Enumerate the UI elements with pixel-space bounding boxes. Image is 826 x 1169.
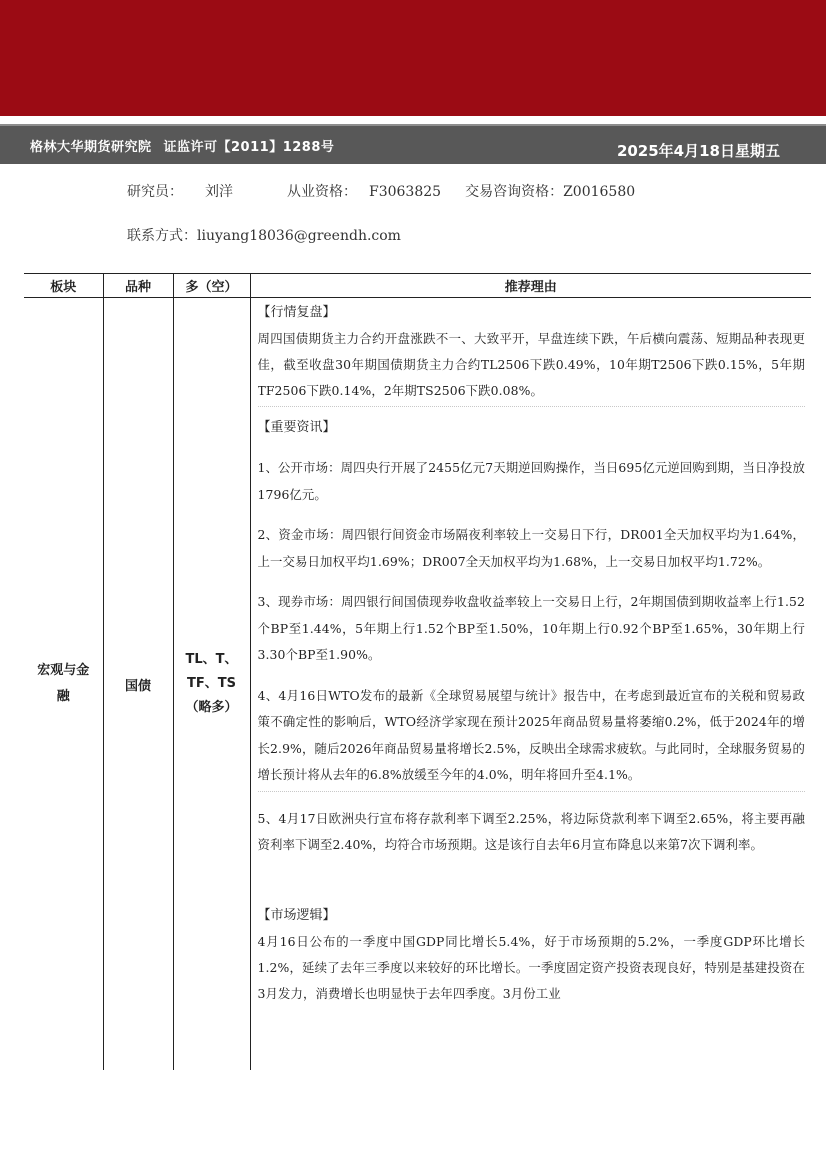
header-org-license: [30, 136, 334, 155]
consult-qualification-number: Z0016580: [563, 184, 636, 200]
review-text: 周四国债期货主力合约开盘涨跌不一、大致平开，早盘连续下跌，午后横向震荡、短期品种表现更佳，截至收盘30年期国债期货主力合约TL2506下跌0.49%，10年期T2506下跌0.15%，5年期TF2506下跌0.14%，2年期TS2506下跌0.08%。: [257, 331, 805, 398]
dotted-divider: [258, 791, 806, 792]
direction-cell: [173, 298, 250, 1071]
news-item-2: 2、资金市场：周四银行间资金市场隔夜利率较上一交易日下行，DR001全天加权平均为1.64%，上一交易日加权平均1.69%；DR007全天加权平均为1.68%，上一交易日加权平均1.72%。: [257, 527, 805, 569]
org-name: 格林大华期货研究院: [30, 140, 152, 155]
researcher-name: 刘洋: [205, 184, 233, 200]
table-header-row: [24, 274, 811, 298]
direction-line-1: TL、T、: [185, 652, 238, 667]
news-item-4: 4、4月16日WTO发布的最新《全球贸易展望与统计》报告中，在考虑到最近宣布的关税和贸易政策不确定性的影响后，WTO经济学家现在预计2025年商品贸易量将萎缩0.2%，低于2024年的增长2.9%，随后2026年商品贸易量将增长2.5%，反映出全球需求疲软。与此同时，全球服务贸易的增长预计将从去年的6.8%放缓至今年的4.0%，明年将回升至4.1%。: [257, 687, 805, 782]
header-reason: 推荐理由: [250, 274, 811, 298]
top-color-band: [0, 0, 826, 116]
direction-line-2: TF、TS: [187, 676, 236, 691]
qualification-number: F3063825: [369, 184, 442, 200]
qualification-label: 从业资格：: [287, 184, 357, 200]
dotted-divider: [258, 406, 806, 407]
license-number: 证监许可【2011】1288号: [163, 140, 335, 155]
researcher-line: [127, 181, 635, 201]
news-item-5: 5、4月17日欧洲央行宣布将存款利率下调至2.25%，将边际贷款利率下调至2.65%，将主要再融资利率下调至2.40%，均符合市场预期。这是该行自去年6月宣布降息以来第7次下调利率。: [257, 810, 805, 852]
header-direction: 多（空）: [173, 274, 250, 298]
news-heading: 【重要资讯】: [257, 420, 336, 435]
report-date: 2025年4月18日星期五: [616, 142, 780, 160]
report-header-bar: [0, 124, 826, 164]
news-item-3: 3、现券市场：周四银行间国债现券收盘收益率较上一交易日上行，2年期国债到期收益率上行1.52个BP至1.44%，5年期上行1.52个BP至1.50%，10年期上行0.92个BP至1.65%，30年期上行3.30个BP至1.90%。: [257, 594, 805, 662]
sector-label: 宏观与金融: [37, 663, 90, 704]
logic-text: 4月16日公布的一季度中国GDP同比增长5.4%，好于市场预期的5.2%，一季度GDP环比增长1.2%，延续了去年三季度以来较好的环比增长。一季度固定资产投资表现良好，特别是基建投资在3月发力，消费增长也明显快于去年四季度。3月份工业: [257, 933, 805, 1001]
contact-email[interactable]: liuyang18036@greendh.com: [197, 228, 401, 244]
reason-cell: [250, 298, 811, 1071]
recommendation-table: [24, 273, 811, 1070]
contact-line: [127, 225, 401, 245]
consult-qualification-label: 交易咨询资格：: [465, 184, 564, 200]
logic-heading: 【市场逻辑】: [257, 907, 336, 923]
sector-cell: [24, 298, 103, 1071]
news-item-1: 1、公开市场：周四央行开展了2455亿元7天期逆回购操作，当日695亿元逆回购到期，当日净投放1796亿元。: [257, 460, 805, 502]
review-heading: 【行情复盘】: [257, 305, 336, 320]
header-variety: 品种: [103, 274, 173, 298]
table-row: [24, 298, 811, 1071]
contact-label: 联系方式：: [127, 228, 197, 244]
header-sector: 板块: [24, 274, 103, 298]
variety-cell: 国债: [103, 298, 173, 1071]
researcher-label: 研究员：: [127, 184, 183, 200]
direction-line-3: （略多）: [185, 700, 238, 715]
